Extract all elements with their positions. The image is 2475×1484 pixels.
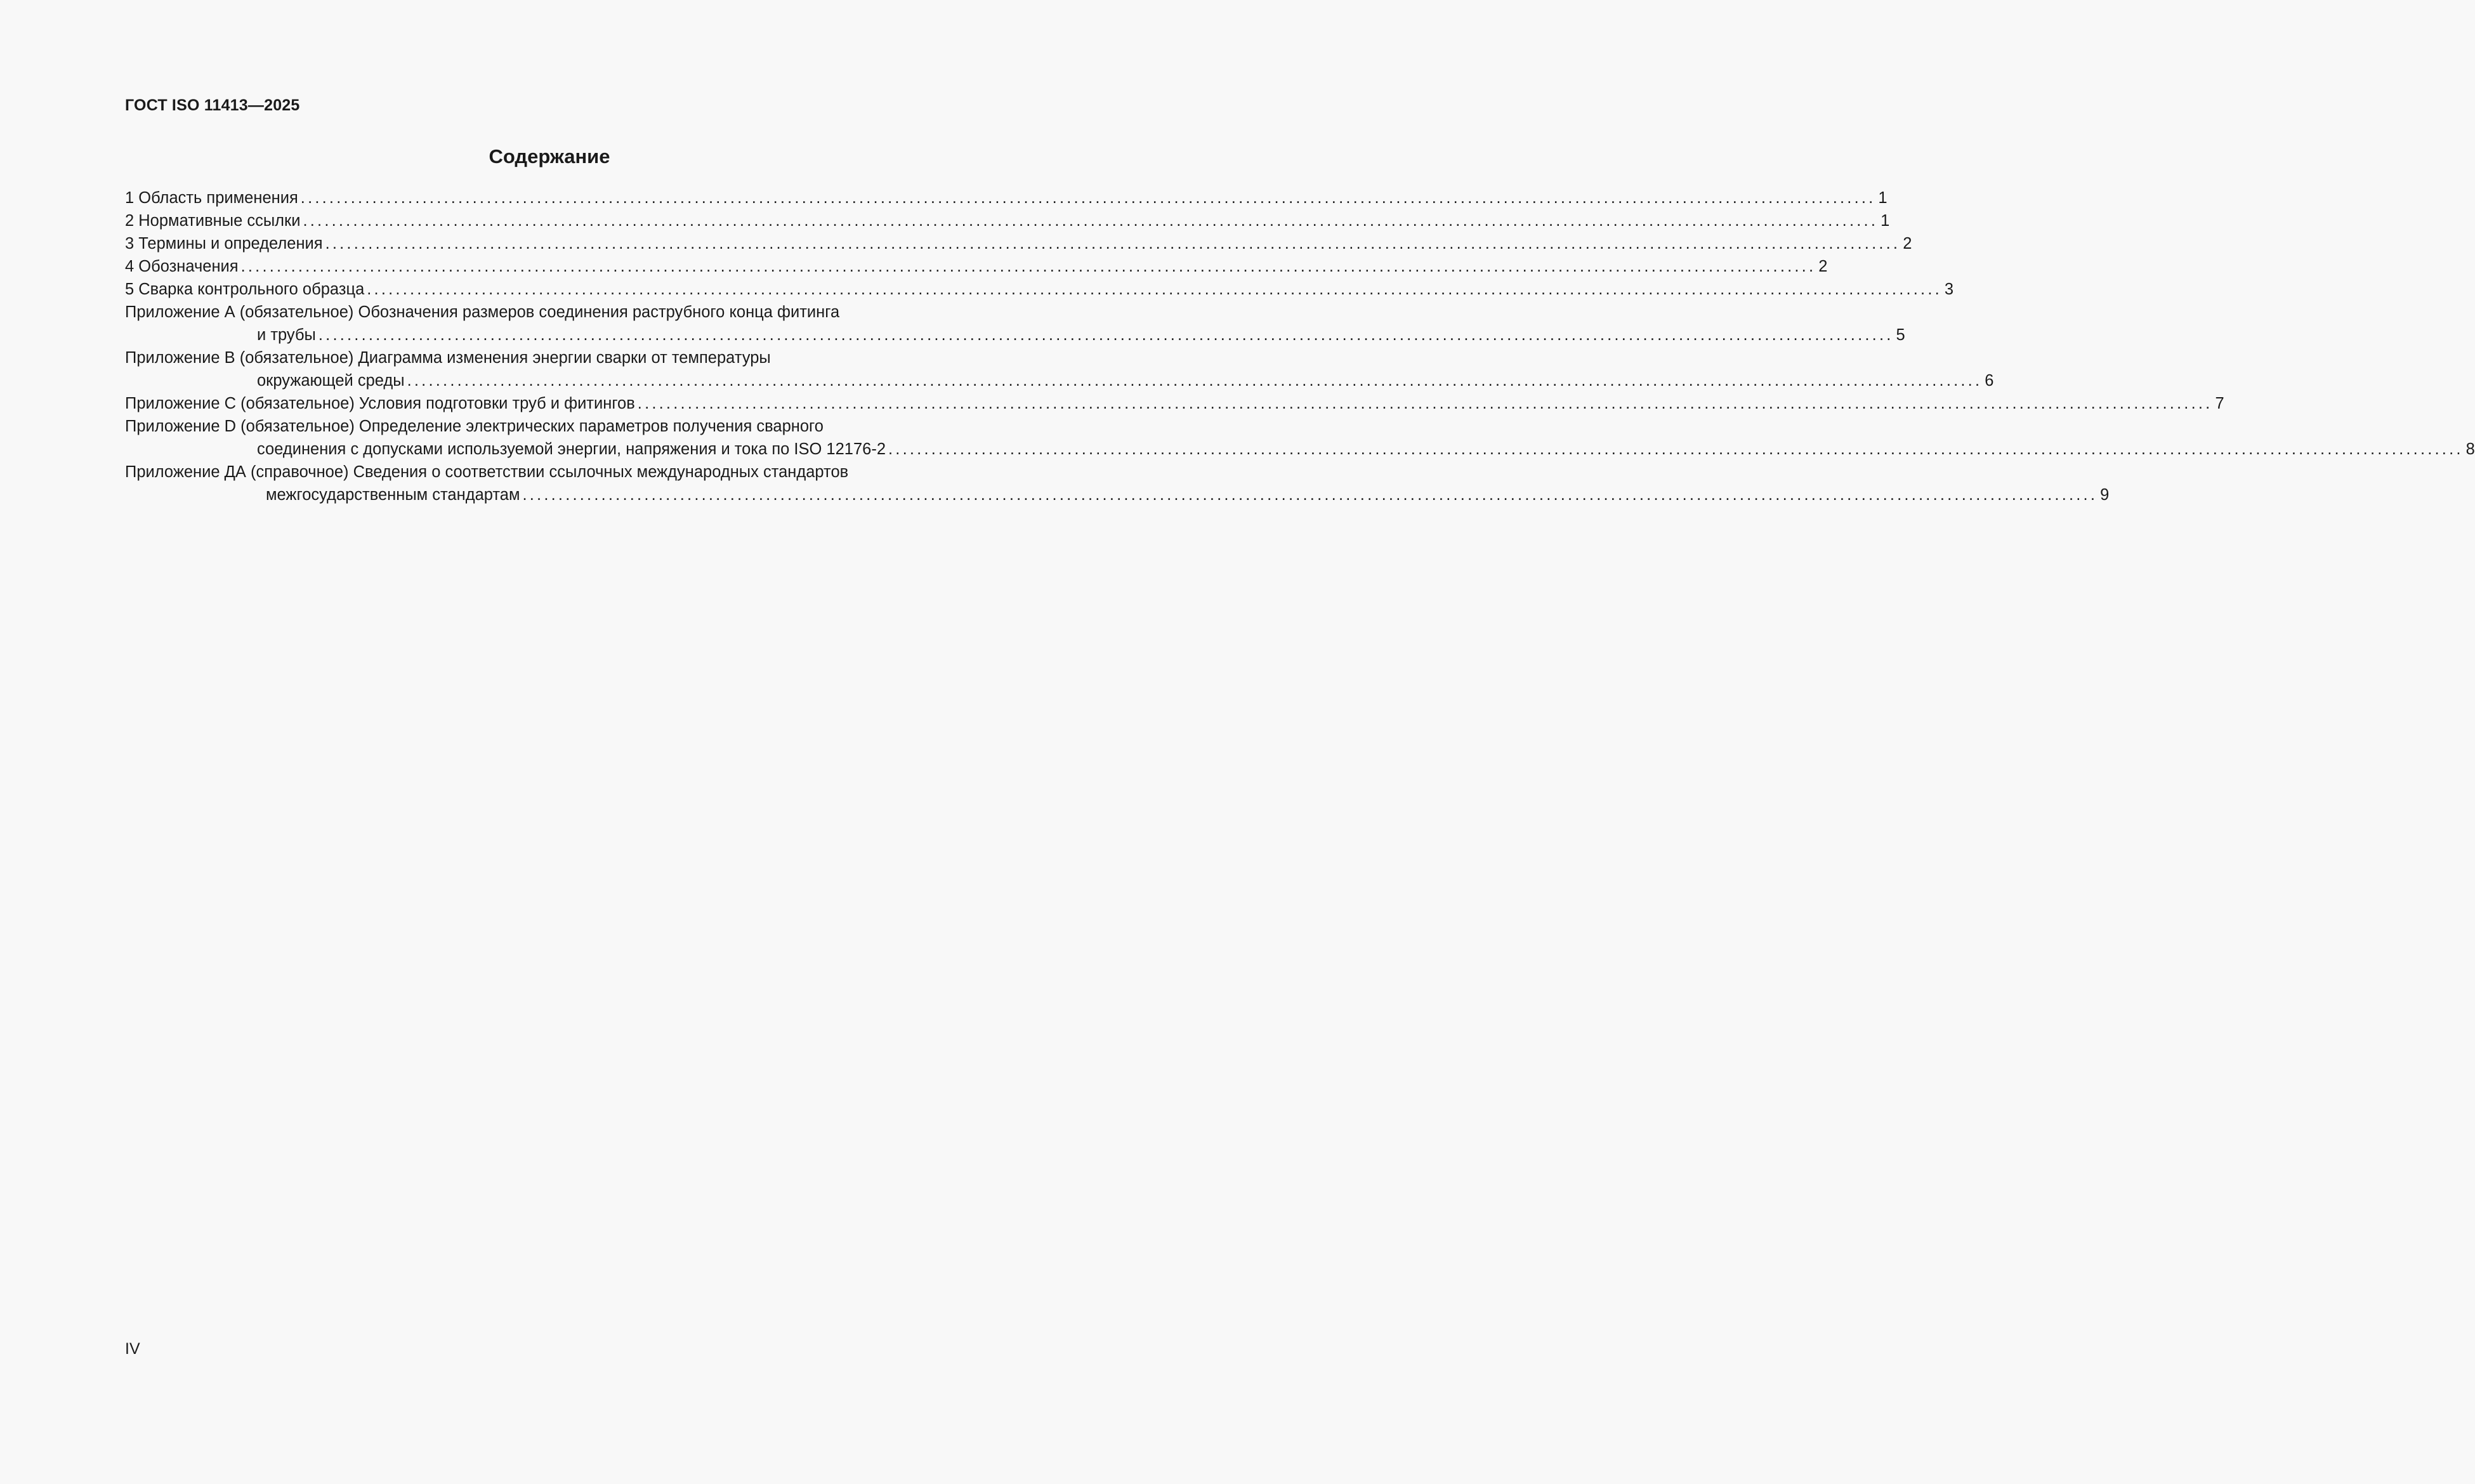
page-number: IV xyxy=(125,1340,140,1358)
toc-entry-annex-b[interactable] xyxy=(125,346,974,369)
toc-entry-page: 6 xyxy=(1985,372,1994,390)
toc-entry[interactable] xyxy=(125,232,1912,255)
toc-leader-dots: ............................................................................................................................................................................................................................ xyxy=(637,395,2213,412)
toc-entry-continuation[interactable] xyxy=(125,483,2110,506)
toc-entry-label-cont: соединения с допусками используемой энергии, напряжения и тока по ISO 12176-2 xyxy=(257,440,886,458)
toc-entry-page: 1 xyxy=(1878,189,1887,207)
toc-entry-page: 7 xyxy=(2215,395,2224,412)
toc-entry-annex-c[interactable] xyxy=(125,392,2224,415)
toc-leader-dots: ............................................................................................................................................................................................................................ xyxy=(240,258,1816,275)
toc-entry[interactable] xyxy=(125,209,1890,232)
toc-entry-label-cont: и трубы xyxy=(257,326,316,344)
toc-leader-dots: ............................................................................................................................................................................................................................ xyxy=(318,326,1894,344)
toc-entry-label: Приложение D (обязательное) Определение электрических параметров получения сварного xyxy=(125,417,824,435)
toc-entry-label: 2 Нормативные ссылки xyxy=(125,212,301,230)
toc-leader-dots: ............................................................................................................................................................................................................................ xyxy=(325,235,1901,253)
toc-leader-dots: ............................................................................................................................................................................................................................ xyxy=(303,212,1879,230)
toc-entry-continuation[interactable] xyxy=(125,438,2475,461)
document-header: ГОСТ ISO 11413—2025 xyxy=(125,96,300,114)
toc-entry-label: 3 Термины и определения xyxy=(125,235,323,253)
toc-entry-page: 3 xyxy=(1944,280,1954,298)
toc-entry-page: 2 xyxy=(1903,235,1912,253)
toc-leader-dots: ............................................................................................................................................................................................................................ xyxy=(300,189,1876,207)
toc-entry-label: 1 Область применения xyxy=(125,189,298,207)
toc-entry-page: 8 xyxy=(2465,440,2475,458)
toc-entry-page: 2 xyxy=(1818,258,1828,275)
toc-entry-page: 1 xyxy=(1881,212,1890,230)
page-title: Содержание xyxy=(489,145,610,167)
toc-leader-dots: ............................................................................................................................................................................................................................ xyxy=(367,280,1942,298)
toc-entry[interactable] xyxy=(125,278,1954,301)
toc-entry-annex-da[interactable] xyxy=(125,461,974,483)
toc-entry-label: Приложение ДА (справочное) Сведения о соответствии ссылочных международных стандартов xyxy=(125,463,849,481)
toc-entry-label-cont: межгосударственным стандартам xyxy=(266,486,520,504)
toc-entry-annex-d[interactable] xyxy=(125,415,974,438)
toc-entry-label: 5 Сварка контрольного образца xyxy=(125,280,365,298)
toc-entry-page: 9 xyxy=(2100,486,2110,504)
toc-leader-dots: ............................................................................................................................................................................................................................ xyxy=(888,440,2464,458)
toc-entry-page: 5 xyxy=(1896,326,1905,344)
toc-entry[interactable] xyxy=(125,187,1887,209)
toc-entry-continuation[interactable] xyxy=(125,369,1994,392)
toc-entry[interactable] xyxy=(125,255,1828,278)
table-of-contents xyxy=(125,187,2475,506)
toc-entry-annex-a[interactable] xyxy=(125,301,974,324)
toc-leader-dots: ............................................................................................................................................................................................................................ xyxy=(522,486,2098,504)
toc-entry-label: Приложение С (обязательное) Условия подготовки труб и фитингов xyxy=(125,395,635,412)
toc-entry-label: 4 Обозначения xyxy=(125,258,239,275)
toc-entry-continuation[interactable] xyxy=(125,324,1905,346)
toc-leader-dots: ............................................................................................................................................................................................................................ xyxy=(407,372,1983,390)
toc-entry-label: Приложение А (обязательное) Обозначения размеров соединения раструбного конца фитинга xyxy=(125,303,840,321)
toc-entry-label: Приложение В (обязательное) Диаграмма изменения энергии сварки от температуры xyxy=(125,349,771,367)
toc-entry-label-cont: окружающей среды xyxy=(257,372,405,390)
